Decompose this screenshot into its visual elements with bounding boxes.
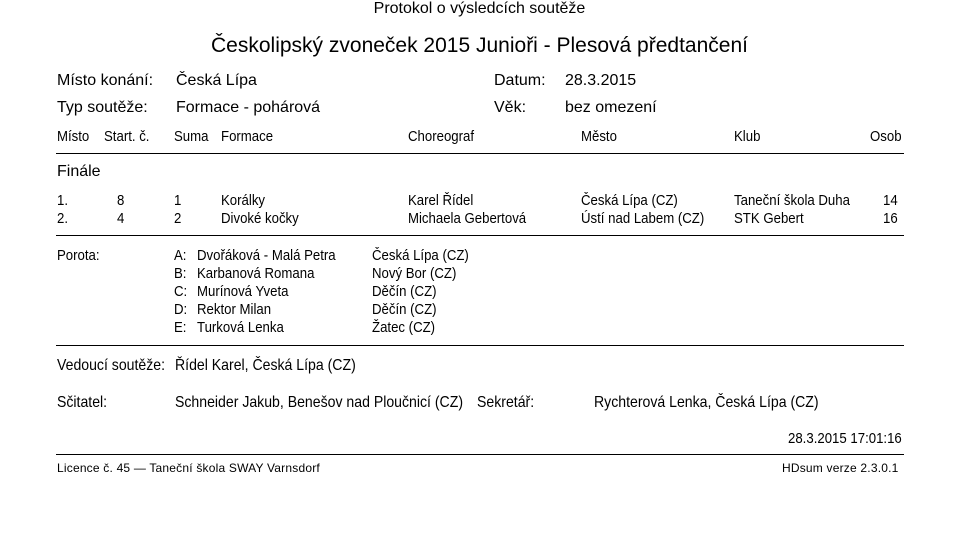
event-title: Českolipský zvoneček 2015 Junioři - Plesová předtančení (211, 34, 748, 57)
competition-type-value: Formace - pohárová (176, 99, 321, 116)
jury-letter: A: (174, 247, 187, 264)
secretary-label: Sekretář: (477, 394, 535, 411)
jury-name: Karbanová Romana (197, 265, 315, 282)
jury-city: Děčín (CZ) (372, 283, 437, 300)
result-city: Ústí nad Labem (CZ) (581, 210, 705, 227)
jury-city: Česká Lípa (CZ) (372, 247, 469, 264)
jury-name: Dvořáková - Malá Petra (197, 247, 336, 264)
competition-type-label: Typ soutěže: (57, 99, 148, 116)
result-formation: Korálky (221, 192, 266, 209)
jury-label: Porota: (57, 247, 100, 264)
col-header-start: Start. č. (104, 128, 150, 145)
col-header-club: Klub (734, 128, 761, 145)
jury-city: Děčín (CZ) (372, 301, 437, 318)
col-header-place: Místo (57, 128, 90, 145)
jury-letter: E: (174, 319, 187, 336)
jury-name: Turková Lenka (197, 319, 284, 336)
col-header-persons: Osob (870, 128, 902, 145)
jury-city: Nový Bor (CZ) (372, 265, 457, 282)
age-label: Věk: (494, 99, 527, 116)
section-title: Finále (57, 163, 101, 180)
jury-name: Murínová Yveta (197, 283, 289, 300)
col-header-city: Město (581, 128, 617, 145)
col-header-sum: Suma (174, 128, 209, 145)
result-start-number: 8 (117, 192, 125, 209)
counter-label: Sčitatel: (57, 394, 108, 411)
jury-city: Žatec (CZ) (372, 319, 436, 336)
secretary-value: Rychterová Lenka, Česká Lípa (CZ) (594, 394, 819, 411)
footer-divider (56, 454, 904, 455)
header-divider (56, 153, 904, 154)
result-club: Taneční škola Duha (734, 192, 850, 209)
counter-value: Schneider Jakub, Benešov nad Ploučnicí (CZ) (175, 394, 464, 411)
result-choreographer: Karel Řídel (408, 192, 474, 209)
jury-divider (56, 345, 904, 346)
result-start-number: 4 (117, 210, 125, 227)
license-text: Licence č. 45 — Taneční škola SWAY Varnsdorf (57, 461, 320, 475)
col-header-choreographer: Choreograf (408, 128, 475, 145)
leader-value: Řídel Karel, Česká Lípa (CZ) (175, 357, 356, 374)
protocol-title: Protokol o výsledcích soutěže (373, 0, 586, 17)
result-sum: 2 (174, 210, 182, 227)
leader-label: Vedoucí soutěže: (57, 357, 166, 374)
results-divider (56, 235, 904, 236)
jury-letter: B: (174, 265, 187, 282)
venue-label: Místo konání: (57, 72, 154, 89)
result-city: Česká Lípa (CZ) (581, 192, 678, 209)
jury-name: Rektor Milan (197, 301, 272, 318)
age-value: bez omezení (565, 99, 657, 116)
result-place: 1. (57, 192, 69, 209)
result-place: 2. (57, 210, 69, 227)
timestamp: 28.3.2015 17:01:16 (788, 430, 902, 447)
result-formation: Divoké kočky (221, 210, 299, 227)
result-club: STK Gebert (734, 210, 804, 227)
date-value: 28.3.2015 (565, 72, 637, 89)
result-choreographer: Michaela Gebertová (408, 210, 527, 227)
jury-letter: D: (174, 301, 188, 318)
venue-value: Česká Lípa (176, 72, 257, 89)
col-header-formation: Formace (221, 128, 274, 145)
date-label: Datum: (494, 72, 546, 89)
result-sum: 1 (174, 192, 182, 209)
jury-letter: C: (174, 283, 188, 300)
result-persons: 16 (883, 210, 898, 227)
version-text: HDsum verze 2.3.0.1 (782, 461, 899, 475)
result-persons: 14 (883, 192, 898, 209)
